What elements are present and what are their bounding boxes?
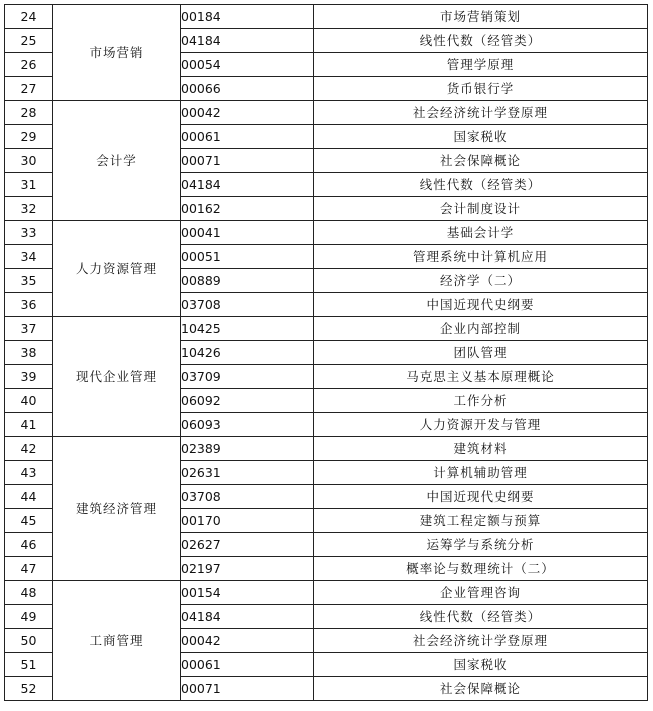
course-name-cell: 团队管理 <box>314 341 648 365</box>
row-number-cell: 39 <box>5 365 53 389</box>
course-code-cell: 04184 <box>181 29 314 53</box>
major-cell: 会计学 <box>53 101 181 221</box>
row-number-cell: 29 <box>5 125 53 149</box>
course-name-cell: 中国近现代史纲要 <box>314 485 648 509</box>
row-number-cell: 37 <box>5 317 53 341</box>
row-number-cell: 47 <box>5 557 53 581</box>
course-code-cell: 02631 <box>181 461 314 485</box>
row-number-cell: 45 <box>5 509 53 533</box>
row-number-cell: 40 <box>5 389 53 413</box>
course-name-cell: 社会保障概论 <box>314 677 648 701</box>
course-name-cell: 线性代数（经管类） <box>314 605 648 629</box>
major-cell: 市场营销 <box>53 5 181 101</box>
row-number-cell: 33 <box>5 221 53 245</box>
row-number-cell: 46 <box>5 533 53 557</box>
table-body <box>5 5 648 701</box>
course-code-cell: 03708 <box>181 293 314 317</box>
table-row <box>5 221 648 245</box>
course-code-cell: 00889 <box>181 269 314 293</box>
course-name-cell: 工作分析 <box>314 389 648 413</box>
course-name-cell: 建筑材料 <box>314 437 648 461</box>
table-row <box>5 581 648 605</box>
course-name-cell: 社会经济统计学登原理 <box>314 101 648 125</box>
row-number-cell: 32 <box>5 197 53 221</box>
course-code-cell: 04184 <box>181 173 314 197</box>
course-code-cell: 00041 <box>181 221 314 245</box>
course-code-cell: 02197 <box>181 557 314 581</box>
table-row <box>5 317 648 341</box>
row-number-cell: 25 <box>5 29 53 53</box>
course-code-cell: 00054 <box>181 53 314 77</box>
course-code-cell: 03708 <box>181 485 314 509</box>
course-code-cell: 00042 <box>181 101 314 125</box>
major-cell: 人力资源管理 <box>53 221 181 317</box>
course-code-cell: 00061 <box>181 653 314 677</box>
course-name-cell: 会计制度设计 <box>314 197 648 221</box>
row-number-cell: 35 <box>5 269 53 293</box>
row-number-cell: 31 <box>5 173 53 197</box>
course-name-cell: 线性代数（经管类） <box>314 173 648 197</box>
major-cell: 建筑经济管理 <box>53 437 181 581</box>
course-code-cell: 06093 <box>181 413 314 437</box>
row-number-cell: 30 <box>5 149 53 173</box>
row-number-cell: 42 <box>5 437 53 461</box>
course-code-cell: 02627 <box>181 533 314 557</box>
course-code-cell: 00066 <box>181 77 314 101</box>
course-name-cell: 国家税收 <box>314 125 648 149</box>
row-number-cell: 51 <box>5 653 53 677</box>
course-code-cell: 06092 <box>181 389 314 413</box>
course-code-cell: 10425 <box>181 317 314 341</box>
row-number-cell: 26 <box>5 53 53 77</box>
row-number-cell: 34 <box>5 245 53 269</box>
course-code-cell: 00051 <box>181 245 314 269</box>
course-name-cell: 社会保障概论 <box>314 149 648 173</box>
row-number-cell: 52 <box>5 677 53 701</box>
course-code-cell: 00170 <box>181 509 314 533</box>
course-code-cell: 02389 <box>181 437 314 461</box>
row-number-cell: 50 <box>5 629 53 653</box>
major-cell: 现代企业管理 <box>53 317 181 437</box>
row-number-cell: 28 <box>5 101 53 125</box>
table-row <box>5 101 648 125</box>
course-code-cell: 03709 <box>181 365 314 389</box>
course-name-cell: 马克思主义基本原理概论 <box>314 365 648 389</box>
course-name-cell: 计算机辅助管理 <box>314 461 648 485</box>
course-name-cell: 线性代数（经管类） <box>314 29 648 53</box>
row-number-cell: 36 <box>5 293 53 317</box>
course-name-cell: 概率论与数理统计（二） <box>314 557 648 581</box>
row-number-cell: 44 <box>5 485 53 509</box>
course-name-cell: 社会经济统计学登原理 <box>314 629 648 653</box>
course-code-cell: 00042 <box>181 629 314 653</box>
row-number-cell: 24 <box>5 5 53 29</box>
course-name-cell: 运筹学与系统分析 <box>314 533 648 557</box>
course-name-cell: 国家税收 <box>314 653 648 677</box>
course-name-cell: 管理学原理 <box>314 53 648 77</box>
course-name-cell: 建筑工程定额与预算 <box>314 509 648 533</box>
course-code-cell: 04184 <box>181 605 314 629</box>
table-row <box>5 437 648 461</box>
course-table <box>4 4 648 701</box>
course-name-cell: 人力资源开发与管理 <box>314 413 648 437</box>
course-code-cell: 00061 <box>181 125 314 149</box>
course-name-cell: 企业管理咨询 <box>314 581 648 605</box>
table-row <box>5 5 648 29</box>
course-name-cell: 中国近现代史纲要 <box>314 293 648 317</box>
major-cell: 工商管理 <box>53 581 181 701</box>
course-code-cell: 00071 <box>181 149 314 173</box>
row-number-cell: 48 <box>5 581 53 605</box>
course-code-cell: 10426 <box>181 341 314 365</box>
course-name-cell: 货币银行学 <box>314 77 648 101</box>
course-name-cell: 经济学（二） <box>314 269 648 293</box>
row-number-cell: 43 <box>5 461 53 485</box>
course-name-cell: 企业内部控制 <box>314 317 648 341</box>
row-number-cell: 49 <box>5 605 53 629</box>
row-number-cell: 41 <box>5 413 53 437</box>
course-code-cell: 00162 <box>181 197 314 221</box>
course-name-cell: 基础会计学 <box>314 221 648 245</box>
row-number-cell: 38 <box>5 341 53 365</box>
course-name-cell: 管理系统中计算机应用 <box>314 245 648 269</box>
course-code-cell: 00154 <box>181 581 314 605</box>
course-name-cell: 市场营销策划 <box>314 5 648 29</box>
course-code-cell: 00071 <box>181 677 314 701</box>
row-number-cell: 27 <box>5 77 53 101</box>
course-code-cell: 00184 <box>181 5 314 29</box>
